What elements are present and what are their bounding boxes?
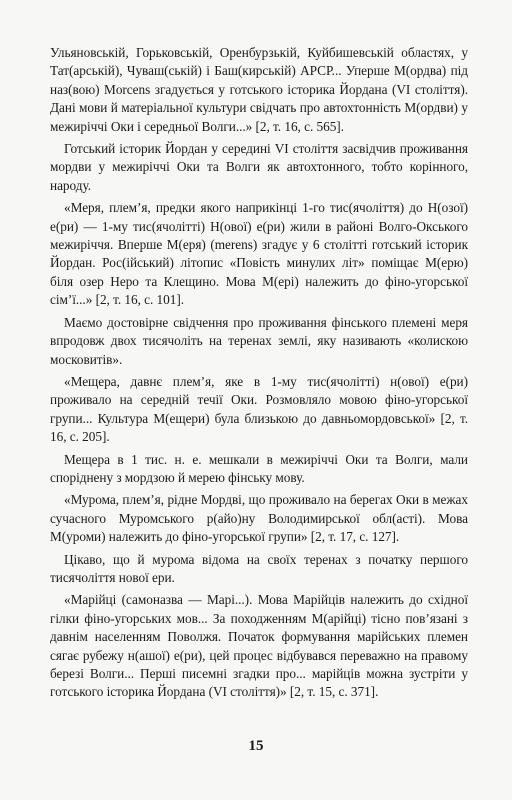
paragraph-mari-quote: «Марійці (самоназва — Марі...). Мова Марійців належить до східної гілки фіно-угорських мов... За походженням М(арійці) тісно пов’язані з давнім населенням Поволжя. Початок формування марійських племен сягає рубежу н(ашої) е(ри), цей процес відбувався переважно на правому березі Волги... Перші писемні згадки про... марійців можна зустріти у готського історика Йордана (VI століття)» [2, т. 15, с. 371]. [50, 592, 468, 700]
body-text [50, 44, 468, 706]
paragraph-merya-evidence: Маємо достовірне свідчення про проживання фінського племені меря впродовж двох тисячоліть на теренах землі, яку називають «колискою московитів». [50, 314, 468, 367]
paragraph-mordva-continued: Ульяновській, Горьковській, Оренбурзькій, Куйбишевській областях, у Тат(арській), Чуваш(ській) і Баш(кирській) АРСР... Уперше М(ордва) під наз(вою) Morcens згадується у готського історика Йордана (VI століття). Дані мови й матеріальної культури свідчать про автохтонність М(ордви) у межиріччі Оки і середньої Волги...» [2, т. 16, с. 565]. [50, 45, 468, 134]
paragraph-merya-quote: «Меря, плем’я, предки якого наприкінці 1-го тис(ячоліття) до Н(озої) е(ри) — 1-му тис(ячолітті) Н(ової) е(ри) жили в районі Волго-Окського межиріччя. Вперше М(еря) (merens) згадує у 6 столітті готський історик Йордан. Рос(ійський) літопис «Повість минулих літ» поміщає М(ерю) біля озер Неро та Клещино. Мова М(ері) належить до фіно-угорської сім’ї...» [2, т. 16, с. 101]. [50, 200, 468, 308]
paragraph-jordan-mordva: Готський історик Йордан у середині VI століття засвідчив проживання мордви у межиріччі Оки та Волги як автохтонного, тобто корінного, народу. [50, 141, 468, 193]
page-number: 15 [248, 738, 264, 754]
paragraph-muroma-quote: «Мурома, плем’я, рідне Мордві, що проживало на берегах Оки в межах сучасного Муромського р(айо)ну Володимирської обл(асті). Мова М(уроми) належить до фіно-угорської групи» [2, т. 17, с. 127]. [50, 492, 468, 545]
paragraph-meshchera-quote: «Мещера, давнє плем’я, яке в 1-му тис(ячолітті) н(ової) е(ри) проживало на середній течії Оки. Розмовляло мовою фіно-угорської групи... Культура М(ещери) була близькою до давньомордовської» [2, т. 16, с. 205]. [50, 373, 468, 445]
paragraph-meshchera-summary: Мещера в 1 тис. н. е. мешкали в межиріччі Оки та Волги, мали споріднену з мордзою й мерею фінську мову. [50, 451, 468, 485]
paragraph-muroma-note: Цікаво, що й мурома відома на своїх теренах з початку першого тисячоліття нової ери. [50, 551, 468, 585]
